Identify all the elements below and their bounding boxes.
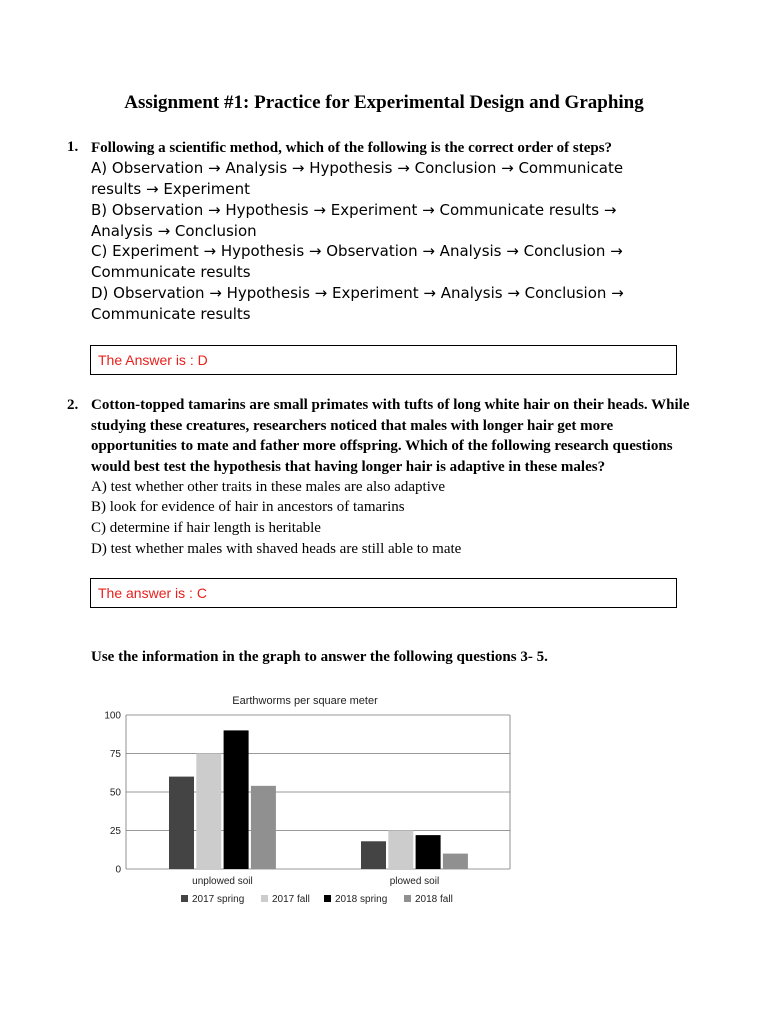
bar-2017-fall-plowed-soil — [388, 831, 413, 870]
y-tick-label: 75 — [109, 749, 121, 760]
bar-2018-fall-plowed-soil — [443, 854, 468, 869]
bar-2017-fall-unplowed-soil — [196, 754, 221, 870]
question-2-option-a: A) test whether other traits in these males are also adaptive — [91, 479, 446, 495]
bar-2017-spring-unplowed-soil — [169, 777, 194, 869]
chart-legend — [181, 894, 453, 905]
bar-2018-spring-unplowed-soil — [224, 730, 249, 869]
category-label: unplowed soil — [192, 876, 253, 887]
legend-label: 2017 fall — [272, 894, 310, 905]
legend-swatch — [261, 895, 268, 902]
question-1-option-a: A) Observation → Analysis → Hypothesis → Conclusion → Communicate results → Experiment — [91, 159, 624, 198]
chart-y-ticks — [104, 711, 121, 876]
question-2-option-b: B) look for evidence of hair in ancestors of tamarins — [91, 499, 405, 515]
legend-label: 2018 spring — [335, 894, 388, 905]
question-1-option-c: C) Experiment → Hypothesis → Observation → Analysis → Conclusion → Communicate results — [91, 242, 623, 281]
bar-2018-fall-unplowed-soil — [251, 786, 276, 869]
question-1-answer-box: The Answer is : D — [90, 345, 677, 375]
legend-label: 2018 fall — [415, 894, 453, 905]
question-2-number: 2. — [67, 397, 79, 413]
page-title: Assignment #1: Practice for Experimental Design and Graphing — [124, 92, 644, 113]
legend-swatch — [324, 895, 331, 902]
earthworm-bar-chart — [90, 688, 530, 914]
bar-2017-spring-plowed-soil — [361, 841, 386, 869]
y-tick-label: 0 — [115, 864, 121, 876]
y-tick-label: 100 — [104, 710, 121, 722]
question-2-answer-box: The answer is : C — [90, 578, 677, 608]
graph-instruction: Use the information in the graph to answer the following questions 3- 5. — [91, 649, 548, 665]
legend-swatch — [181, 895, 188, 902]
question-2-option-d: D) test whether males with shaved heads are still able to mate — [91, 541, 462, 557]
question-2-text: Cotton-topped tamarins are small primates with tufts of long white hair on their heads. While studying these creatures, researchers noticed that males with longer hair get more opportunities to mate and father more offspring. Which of the following research questions would best test the hypothesis that having longer hair is adaptive in these males? — [91, 397, 690, 475]
chart-bars — [169, 730, 468, 869]
chart-category-labels — [192, 876, 439, 887]
y-tick-label: 25 — [109, 826, 121, 837]
question-1-number: 1. — [67, 139, 79, 155]
legend-label: 2017 spring — [192, 894, 245, 905]
question-1-option-b: B) Observation → Hypothesis → Experiment → Communicate results → Analysis → Conclusion — [91, 201, 617, 240]
question-1-text: Following a scientific method, which of the following is the correct order of steps? — [91, 140, 613, 156]
question-2-option-c: C) determine if hair length is heritable — [91, 520, 321, 536]
category-label: plowed soil — [389, 876, 440, 887]
legend-swatch — [404, 895, 411, 902]
chart-title: Earthworms per square meter — [232, 695, 378, 707]
bar-2018-spring-plowed-soil — [416, 835, 441, 869]
question-1-option-d: D) Observation → Hypothesis → Experiment → Analysis → Conclusion → Communicate results — [91, 284, 624, 323]
y-tick-label: 50 — [109, 787, 121, 799]
